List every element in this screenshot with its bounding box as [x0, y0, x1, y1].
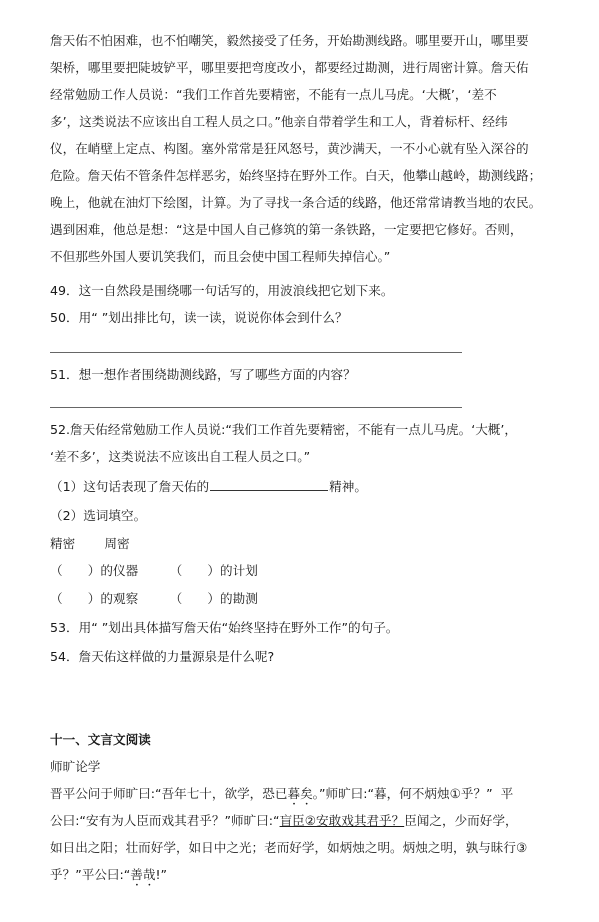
classical-line-3: 如日出之阳；壮而好学，如日中之光；老而好学，如炳烛之明。炳烛之明，孰与昧行③ [50, 840, 528, 855]
text-span: 臣闻之，少而好学， [404, 813, 518, 828]
question-53: 53．用“ ”划出具体描写詹天佑“始终坚持在野外工作”的句子。 [50, 620, 399, 635]
passage-line: 詹天佑不怕困难，也不怕嘲笑，毅然接受了任务，开始勘测线路。哪里要开山，哪里要 [50, 33, 529, 48]
word-choices: 精密 周密 [50, 536, 130, 551]
sub1-answer-blank[interactable] [210, 478, 328, 491]
underlined-sentence: 盲臣②安敢戏其君乎？ [279, 813, 405, 828]
answer-line-51[interactable] [50, 407, 462, 408]
passage-line: 晚上，他就在油灯下绘图，计算。为了寻找一条合适的线路，他还常常请教当地的农民。 [50, 195, 542, 210]
text-span: 晋平公问于师旷曰:“吾年七十，欲学，恐已 [50, 786, 288, 801]
passage-line: 不但那些外国人要讥笑我们，而且会使中国工程师失掉信心。” [50, 249, 391, 264]
classical-line-2 [50, 812, 518, 830]
question-49: 49．这一自然段是围绕哪一句话写的，用波浪线把它划下来。 [50, 283, 394, 298]
passage-line: 遇到困难，他总是想：“这是中国人自己修筑的第一条铁路，一定要把它修好。否则， [50, 222, 523, 237]
text-span: 乎？”平公曰:“ [50, 867, 131, 882]
question-52-sub1 [50, 478, 367, 496]
passage-line: 经常勉励工作人员说：“我们工作首先要精密，不能有一点儿马虎。‘大概’，‘差不 [50, 87, 497, 102]
passage-line: 危险。詹天佑不管条件怎样恶劣，始终坚持在野外工作。白天，他攀山越岭，勘测线路； [50, 168, 542, 183]
fill-row-1[interactable]: （ ）的仪器 （ ）的计划 [50, 563, 258, 578]
emphasized-word: 善哉 [130, 867, 156, 882]
question-52-sub2: （2）选词填空。 [50, 508, 147, 523]
question-51: 51．想一想作者围绕勘测线路，写了哪些方面的内容？ [50, 367, 356, 382]
text-span: !” [155, 867, 168, 882]
text-span: 。”师旷曰:“暮，何不炳烛①乎？” [312, 786, 493, 801]
emphasized-word: 暮矣 [287, 786, 313, 801]
passage-line: 仪，在峭壁上定点、构图。塞外常常是狂风怒号，黄沙满天，一不小心就有坠入深谷的 [50, 141, 529, 156]
answer-line-50[interactable] [50, 352, 462, 353]
passage-line: 架桥，哪里要把陡坡铲平，哪里要把弯度改小，都要经过勘测，进行周密计算。詹天佑 [50, 60, 529, 75]
text-span: 公曰:“安有为人臣而戏其君乎？”师旷曰:“ [50, 813, 280, 828]
question-54: 54．詹天佑这样做的力量源泉是什么呢? [50, 649, 275, 664]
question-50: 50．用“ ”划出排比句，读一读，说说你体会到什么？ [50, 310, 348, 325]
classical-line-1 [50, 785, 513, 808]
sub1-text-after: 精神。 [329, 479, 367, 494]
passage-line: 多’，这类说法不应该出自工程人员之口。”他亲自带着学生和工人，背着标杆、经纬 [50, 114, 508, 129]
question-52-line1: 52.詹天佑经常勉励工作人员说:“我们工作首先要精密，不能有一点儿马虎。‘大概’， [50, 422, 517, 437]
text-span: 平 [500, 786, 514, 801]
passage-title: 师旷论学 [50, 759, 101, 774]
section-title: 十一、文言文阅读 [50, 732, 151, 747]
sub1-text-before: （1）这句话表现了詹天佑的 [50, 479, 210, 494]
question-52-line2: ‘差不多’，这类说法不应该出自工程人员之口。” [50, 449, 311, 464]
classical-line-4 [50, 866, 167, 889]
fill-row-2[interactable]: （ ）的观察 （ ）的勘测 [50, 591, 258, 606]
